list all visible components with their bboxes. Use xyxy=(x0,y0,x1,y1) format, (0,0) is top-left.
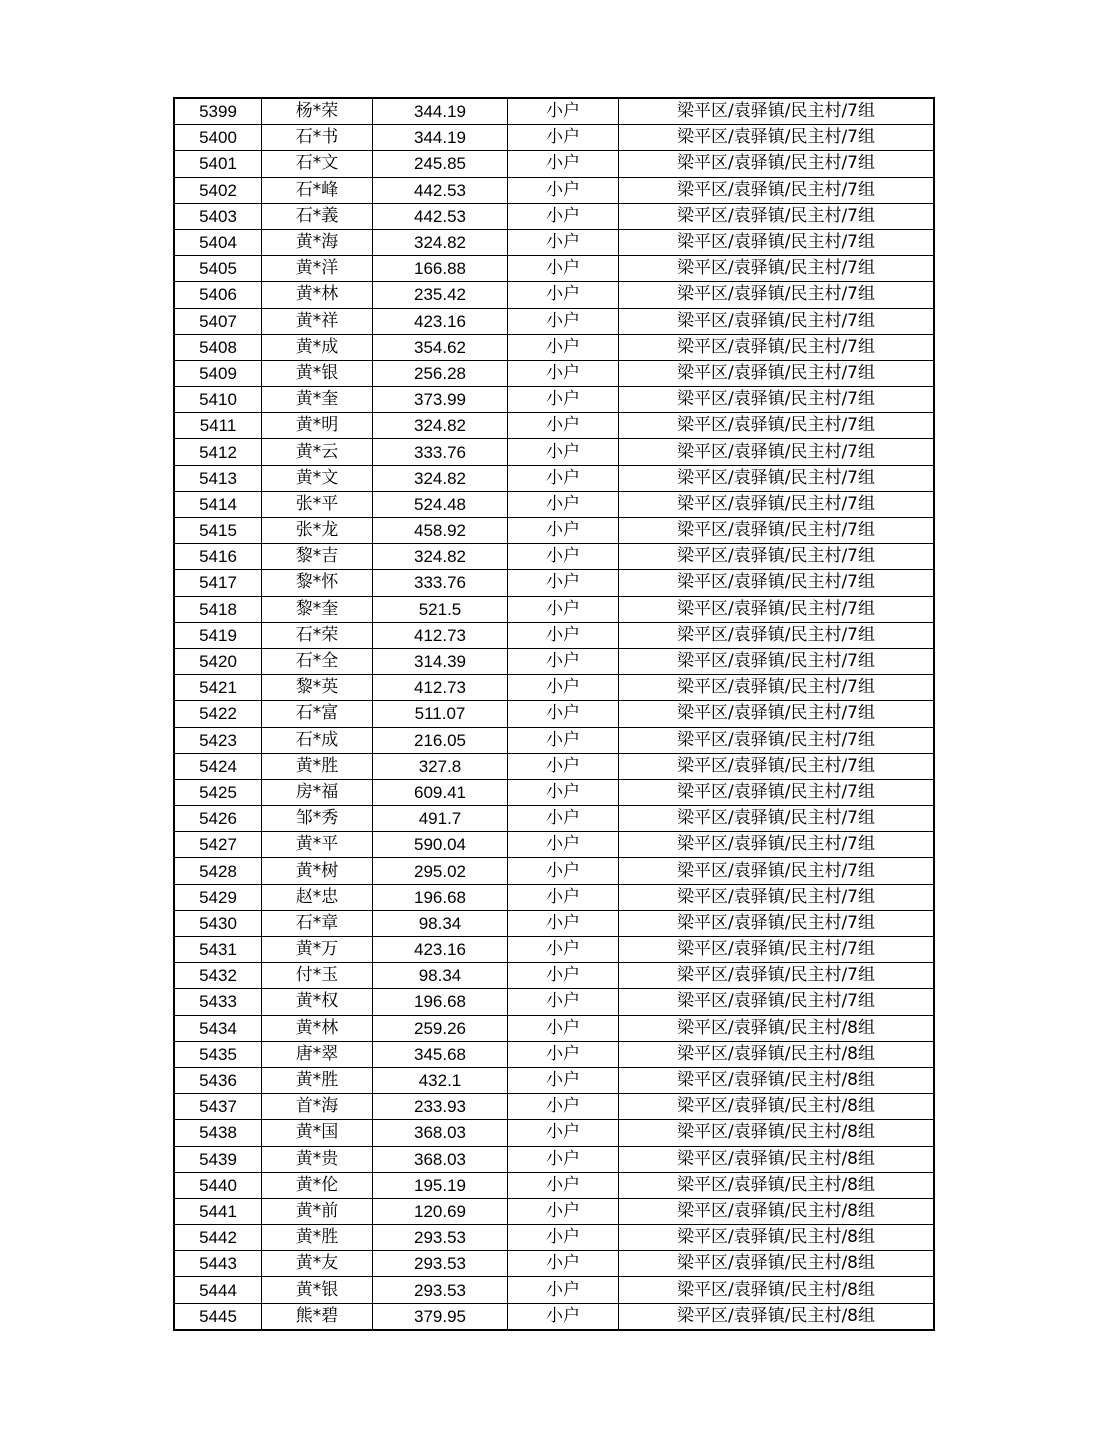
record-type-cell: 小户 xyxy=(508,806,619,832)
table-row xyxy=(174,832,934,858)
record-name-cell: 付*玉 xyxy=(262,963,373,989)
table-row xyxy=(174,963,934,989)
record-address-cell: 梁平区/袁驿镇/民主村/8组 xyxy=(619,1303,935,1330)
record-address-cell: 梁平区/袁驿镇/民主村/7组 xyxy=(619,229,935,255)
record-name-cell: 黄*树 xyxy=(262,858,373,884)
record-area-cell: 324.82 xyxy=(373,465,508,491)
record-name-cell: 黄*林 xyxy=(262,282,373,308)
record-area-cell: 423.16 xyxy=(373,937,508,963)
record-type-cell: 小户 xyxy=(508,125,619,151)
record-name-cell: 黄*万 xyxy=(262,937,373,963)
record-type-cell: 小户 xyxy=(508,1067,619,1093)
record-type-cell: 小户 xyxy=(508,570,619,596)
record-address-cell: 梁平区/袁驿镇/民主村/7组 xyxy=(619,387,935,413)
record-address-cell: 梁平区/袁驿镇/民主村/7组 xyxy=(619,596,935,622)
record-type-cell: 小户 xyxy=(508,1303,619,1330)
record-area-cell: 245.85 xyxy=(373,151,508,177)
record-id-cell: 5430 xyxy=(174,910,262,936)
table-row xyxy=(174,544,934,570)
record-name-cell: 石*峰 xyxy=(262,177,373,203)
record-name-cell: 黄*海 xyxy=(262,229,373,255)
record-address-cell: 梁平区/袁驿镇/民主村/7组 xyxy=(619,675,935,701)
record-id-cell: 5406 xyxy=(174,282,262,308)
record-address-cell: 梁平区/袁驿镇/民主村/7组 xyxy=(619,963,935,989)
record-type-cell: 小户 xyxy=(508,229,619,255)
table-row xyxy=(174,1225,934,1251)
record-address-cell: 梁平区/袁驿镇/民主村/8组 xyxy=(619,1041,935,1067)
record-area-cell: 235.42 xyxy=(373,282,508,308)
record-id-cell: 5400 xyxy=(174,125,262,151)
record-id-cell: 5412 xyxy=(174,439,262,465)
record-id-cell: 5422 xyxy=(174,701,262,727)
table-row xyxy=(174,282,934,308)
record-type-cell: 小户 xyxy=(508,832,619,858)
record-area-cell: 491.7 xyxy=(373,806,508,832)
record-type-cell: 小户 xyxy=(508,413,619,439)
record-type-cell: 小户 xyxy=(508,387,619,413)
table-row xyxy=(174,229,934,255)
record-name-cell: 张*平 xyxy=(262,491,373,517)
record-area-cell: 442.53 xyxy=(373,203,508,229)
record-area-cell: 259.26 xyxy=(373,1015,508,1041)
record-address-cell: 梁平区/袁驿镇/民主村/7组 xyxy=(619,98,935,125)
record-name-cell: 石*书 xyxy=(262,125,373,151)
record-type-cell: 小户 xyxy=(508,465,619,491)
record-area-cell: 216.05 xyxy=(373,727,508,753)
record-area-cell: 295.02 xyxy=(373,858,508,884)
record-name-cell: 黄*前 xyxy=(262,1198,373,1224)
table-row xyxy=(174,1251,934,1277)
record-area-cell: 256.28 xyxy=(373,360,508,386)
record-area-cell: 293.53 xyxy=(373,1225,508,1251)
record-id-cell: 5436 xyxy=(174,1067,262,1093)
records-table-body xyxy=(174,98,934,1330)
record-area-cell: 120.69 xyxy=(373,1198,508,1224)
record-name-cell: 黎*英 xyxy=(262,675,373,701)
record-type-cell: 小户 xyxy=(508,937,619,963)
record-name-cell: 黄*胜 xyxy=(262,1225,373,1251)
record-id-cell: 5420 xyxy=(174,648,262,674)
record-area-cell: 432.1 xyxy=(373,1067,508,1093)
record-area-cell: 521.5 xyxy=(373,596,508,622)
records-table xyxy=(173,97,935,1331)
record-area-cell: 293.53 xyxy=(373,1251,508,1277)
record-id-cell: 5417 xyxy=(174,570,262,596)
record-id-cell: 5433 xyxy=(174,989,262,1015)
record-id-cell: 5431 xyxy=(174,937,262,963)
record-name-cell: 房*福 xyxy=(262,779,373,805)
record-name-cell: 杨*荣 xyxy=(262,98,373,125)
record-address-cell: 梁平区/袁驿镇/民主村/8组 xyxy=(619,1225,935,1251)
record-address-cell: 梁平区/袁驿镇/民主村/8组 xyxy=(619,1146,935,1172)
record-name-cell: 黄*友 xyxy=(262,1251,373,1277)
record-type-cell: 小户 xyxy=(508,1015,619,1041)
record-area-cell: 442.53 xyxy=(373,177,508,203)
record-id-cell: 5432 xyxy=(174,963,262,989)
record-area-cell: 368.03 xyxy=(373,1146,508,1172)
table-row xyxy=(174,1120,934,1146)
record-type-cell: 小户 xyxy=(508,491,619,517)
record-type-cell: 小户 xyxy=(508,648,619,674)
record-area-cell: 314.39 xyxy=(373,648,508,674)
record-name-cell: 黄*林 xyxy=(262,1015,373,1041)
record-type-cell: 小户 xyxy=(508,989,619,1015)
record-address-cell: 梁平区/袁驿镇/民主村/7组 xyxy=(619,989,935,1015)
record-name-cell: 黄*银 xyxy=(262,360,373,386)
record-id-cell: 5416 xyxy=(174,544,262,570)
table-row xyxy=(174,1041,934,1067)
record-name-cell: 石*荣 xyxy=(262,622,373,648)
record-area-cell: 590.04 xyxy=(373,832,508,858)
record-type-cell: 小户 xyxy=(508,518,619,544)
record-area-cell: 412.73 xyxy=(373,622,508,648)
table-row xyxy=(174,1303,934,1330)
record-name-cell: 张*龙 xyxy=(262,518,373,544)
table-row xyxy=(174,1172,934,1198)
record-address-cell: 梁平区/袁驿镇/民主村/7组 xyxy=(619,727,935,753)
record-area-cell: 609.41 xyxy=(373,779,508,805)
record-id-cell: 5435 xyxy=(174,1041,262,1067)
record-name-cell: 赵*忠 xyxy=(262,884,373,910)
record-id-cell: 5438 xyxy=(174,1120,262,1146)
record-name-cell: 石*成 xyxy=(262,727,373,753)
record-area-cell: 458.92 xyxy=(373,518,508,544)
record-area-cell: 166.88 xyxy=(373,256,508,282)
record-address-cell: 梁平区/袁驿镇/民主村/7组 xyxy=(619,910,935,936)
record-area-cell: 344.19 xyxy=(373,98,508,125)
record-type-cell: 小户 xyxy=(508,439,619,465)
record-address-cell: 梁平区/袁驿镇/民主村/7组 xyxy=(619,151,935,177)
record-address-cell: 梁平区/袁驿镇/民主村/7组 xyxy=(619,701,935,727)
table-row xyxy=(174,989,934,1015)
table-row xyxy=(174,806,934,832)
record-id-cell: 5407 xyxy=(174,308,262,334)
record-id-cell: 5411 xyxy=(174,413,262,439)
record-type-cell: 小户 xyxy=(508,779,619,805)
record-id-cell: 5404 xyxy=(174,229,262,255)
record-area-cell: 373.99 xyxy=(373,387,508,413)
record-id-cell: 5419 xyxy=(174,622,262,648)
record-type-cell: 小户 xyxy=(508,98,619,125)
record-id-cell: 5409 xyxy=(174,360,262,386)
record-address-cell: 梁平区/袁驿镇/民主村/7组 xyxy=(619,360,935,386)
record-id-cell: 5429 xyxy=(174,884,262,910)
record-name-cell: 黎*怀 xyxy=(262,570,373,596)
record-name-cell: 黎*吉 xyxy=(262,544,373,570)
table-row xyxy=(174,884,934,910)
table-row xyxy=(174,1198,934,1224)
table-row xyxy=(174,622,934,648)
table-row xyxy=(174,753,934,779)
record-id-cell: 5443 xyxy=(174,1251,262,1277)
record-id-cell: 5445 xyxy=(174,1303,262,1330)
record-area-cell: 98.34 xyxy=(373,910,508,936)
table-row xyxy=(174,203,934,229)
record-id-cell: 5408 xyxy=(174,334,262,360)
record-id-cell: 5437 xyxy=(174,1094,262,1120)
record-area-cell: 423.16 xyxy=(373,308,508,334)
record-area-cell: 324.82 xyxy=(373,544,508,570)
record-type-cell: 小户 xyxy=(508,622,619,648)
record-id-cell: 5402 xyxy=(174,177,262,203)
record-area-cell: 195.19 xyxy=(373,1172,508,1198)
table-row xyxy=(174,308,934,334)
record-address-cell: 梁平区/袁驿镇/民主村/7组 xyxy=(619,937,935,963)
record-id-cell: 5425 xyxy=(174,779,262,805)
table-row xyxy=(174,1094,934,1120)
record-address-cell: 梁平区/袁驿镇/民主村/7组 xyxy=(619,334,935,360)
record-area-cell: 196.68 xyxy=(373,884,508,910)
table-row xyxy=(174,125,934,151)
record-address-cell: 梁平区/袁驿镇/民主村/8组 xyxy=(619,1015,935,1041)
record-name-cell: 黄*伦 xyxy=(262,1172,373,1198)
record-address-cell: 梁平区/袁驿镇/民主村/7组 xyxy=(619,413,935,439)
record-id-cell: 5427 xyxy=(174,832,262,858)
record-address-cell: 梁平区/袁驿镇/民主村/8组 xyxy=(619,1067,935,1093)
record-address-cell: 梁平区/袁驿镇/民主村/8组 xyxy=(619,1198,935,1224)
record-type-cell: 小户 xyxy=(508,308,619,334)
record-area-cell: 368.03 xyxy=(373,1120,508,1146)
record-type-cell: 小户 xyxy=(508,1251,619,1277)
record-address-cell: 梁平区/袁驿镇/民主村/7组 xyxy=(619,203,935,229)
record-area-cell: 327.8 xyxy=(373,753,508,779)
record-type-cell: 小户 xyxy=(508,701,619,727)
record-id-cell: 5410 xyxy=(174,387,262,413)
table-row xyxy=(174,596,934,622)
record-id-cell: 5399 xyxy=(174,98,262,125)
record-id-cell: 5423 xyxy=(174,727,262,753)
record-name-cell: 石*富 xyxy=(262,701,373,727)
record-address-cell: 梁平区/袁驿镇/民主村/8组 xyxy=(619,1172,935,1198)
record-type-cell: 小户 xyxy=(508,203,619,229)
record-name-cell: 黄*奎 xyxy=(262,387,373,413)
record-type-cell: 小户 xyxy=(508,1120,619,1146)
record-name-cell: 黎*奎 xyxy=(262,596,373,622)
record-address-cell: 梁平区/袁驿镇/民主村/7组 xyxy=(619,648,935,674)
table-row xyxy=(174,858,934,884)
record-name-cell: 黄*云 xyxy=(262,439,373,465)
record-name-cell: 石*全 xyxy=(262,648,373,674)
record-area-cell: 354.62 xyxy=(373,334,508,360)
record-type-cell: 小户 xyxy=(508,256,619,282)
record-id-cell: 5401 xyxy=(174,151,262,177)
record-area-cell: 412.73 xyxy=(373,675,508,701)
record-id-cell: 5414 xyxy=(174,491,262,517)
record-type-cell: 小户 xyxy=(508,596,619,622)
record-area-cell: 196.68 xyxy=(373,989,508,1015)
table-row xyxy=(174,1067,934,1093)
record-name-cell: 黄*胜 xyxy=(262,753,373,779)
record-name-cell: 黄*权 xyxy=(262,989,373,1015)
record-address-cell: 梁平区/袁驿镇/民主村/7组 xyxy=(619,858,935,884)
table-row xyxy=(174,413,934,439)
record-name-cell: 熊*碧 xyxy=(262,1303,373,1330)
table-row xyxy=(174,779,934,805)
record-type-cell: 小户 xyxy=(508,1146,619,1172)
record-address-cell: 梁平区/袁驿镇/民主村/7组 xyxy=(619,308,935,334)
record-id-cell: 5403 xyxy=(174,203,262,229)
record-id-cell: 5413 xyxy=(174,465,262,491)
record-type-cell: 小户 xyxy=(508,1225,619,1251)
record-type-cell: 小户 xyxy=(508,151,619,177)
record-name-cell: 石*文 xyxy=(262,151,373,177)
table-row xyxy=(174,256,934,282)
record-name-cell: 黄*国 xyxy=(262,1120,373,1146)
record-type-cell: 小户 xyxy=(508,1277,619,1303)
record-name-cell: 首*海 xyxy=(262,1094,373,1120)
table-row xyxy=(174,387,934,413)
record-type-cell: 小户 xyxy=(508,1094,619,1120)
table-row xyxy=(174,1146,934,1172)
record-type-cell: 小户 xyxy=(508,177,619,203)
record-type-cell: 小户 xyxy=(508,858,619,884)
record-name-cell: 唐*翠 xyxy=(262,1041,373,1067)
record-id-cell: 5424 xyxy=(174,753,262,779)
record-address-cell: 梁平区/袁驿镇/民主村/7组 xyxy=(619,622,935,648)
record-address-cell: 梁平区/袁驿镇/民主村/8组 xyxy=(619,1094,935,1120)
record-address-cell: 梁平区/袁驿镇/民主村/7组 xyxy=(619,884,935,910)
record-name-cell: 黄*成 xyxy=(262,334,373,360)
record-area-cell: 333.76 xyxy=(373,439,508,465)
record-area-cell: 524.48 xyxy=(373,491,508,517)
record-type-cell: 小户 xyxy=(508,1172,619,1198)
record-area-cell: 345.68 xyxy=(373,1041,508,1067)
table-row xyxy=(174,334,934,360)
record-area-cell: 511.07 xyxy=(373,701,508,727)
record-id-cell: 5434 xyxy=(174,1015,262,1041)
record-id-cell: 5440 xyxy=(174,1172,262,1198)
record-type-cell: 小户 xyxy=(508,1041,619,1067)
record-type-cell: 小户 xyxy=(508,282,619,308)
record-address-cell: 梁平区/袁驿镇/民主村/7组 xyxy=(619,177,935,203)
table-row xyxy=(174,910,934,936)
record-name-cell: 石*章 xyxy=(262,910,373,936)
record-name-cell: 黄*祥 xyxy=(262,308,373,334)
record-address-cell: 梁平区/袁驿镇/民主村/7组 xyxy=(619,544,935,570)
record-area-cell: 379.95 xyxy=(373,1303,508,1330)
record-address-cell: 梁平区/袁驿镇/民主村/7组 xyxy=(619,439,935,465)
table-row xyxy=(174,439,934,465)
record-area-cell: 333.76 xyxy=(373,570,508,596)
record-id-cell: 5421 xyxy=(174,675,262,701)
record-address-cell: 梁平区/袁驿镇/民主村/7组 xyxy=(619,465,935,491)
record-area-cell: 293.53 xyxy=(373,1277,508,1303)
table-row xyxy=(174,675,934,701)
record-id-cell: 5405 xyxy=(174,256,262,282)
record-type-cell: 小户 xyxy=(508,675,619,701)
table-row xyxy=(174,937,934,963)
record-address-cell: 梁平区/袁驿镇/民主村/8组 xyxy=(619,1277,935,1303)
record-type-cell: 小户 xyxy=(508,963,619,989)
record-address-cell: 梁平区/袁驿镇/民主村/7组 xyxy=(619,779,935,805)
table-row xyxy=(174,727,934,753)
record-id-cell: 5441 xyxy=(174,1198,262,1224)
record-address-cell: 梁平区/袁驿镇/民主村/7组 xyxy=(619,125,935,151)
record-type-cell: 小户 xyxy=(508,1198,619,1224)
table-row xyxy=(174,491,934,517)
table-row xyxy=(174,570,934,596)
record-area-cell: 324.82 xyxy=(373,229,508,255)
record-area-cell: 233.93 xyxy=(373,1094,508,1120)
table-row xyxy=(174,360,934,386)
record-address-cell: 梁平区/袁驿镇/民主村/7组 xyxy=(619,806,935,832)
record-name-cell: 黄*明 xyxy=(262,413,373,439)
record-name-cell: 黄*洋 xyxy=(262,256,373,282)
record-id-cell: 5426 xyxy=(174,806,262,832)
record-name-cell: 黄*平 xyxy=(262,832,373,858)
record-id-cell: 5418 xyxy=(174,596,262,622)
record-name-cell: 黄*银 xyxy=(262,1277,373,1303)
record-id-cell: 5439 xyxy=(174,1146,262,1172)
table-row xyxy=(174,1277,934,1303)
record-address-cell: 梁平区/袁驿镇/民主村/7组 xyxy=(619,282,935,308)
record-type-cell: 小户 xyxy=(508,910,619,936)
record-id-cell: 5415 xyxy=(174,518,262,544)
record-name-cell: 黄*文 xyxy=(262,465,373,491)
record-address-cell: 梁平区/袁驿镇/民主村/7组 xyxy=(619,256,935,282)
table-row xyxy=(174,177,934,203)
record-id-cell: 5442 xyxy=(174,1225,262,1251)
record-type-cell: 小户 xyxy=(508,544,619,570)
record-name-cell: 黄*贵 xyxy=(262,1146,373,1172)
table-row xyxy=(174,1015,934,1041)
table-row xyxy=(174,701,934,727)
table-row xyxy=(174,648,934,674)
record-address-cell: 梁平区/袁驿镇/民主村/8组 xyxy=(619,1251,935,1277)
record-address-cell: 梁平区/袁驿镇/民主村/7组 xyxy=(619,570,935,596)
record-area-cell: 344.19 xyxy=(373,125,508,151)
record-address-cell: 梁平区/袁驿镇/民主村/7组 xyxy=(619,518,935,544)
record-address-cell: 梁平区/袁驿镇/民主村/7组 xyxy=(619,753,935,779)
table-row xyxy=(174,98,934,125)
record-area-cell: 98.34 xyxy=(373,963,508,989)
record-address-cell: 梁平区/袁驿镇/民主村/7组 xyxy=(619,832,935,858)
record-type-cell: 小户 xyxy=(508,884,619,910)
record-address-cell: 梁平区/袁驿镇/民主村/8组 xyxy=(619,1120,935,1146)
record-area-cell: 324.82 xyxy=(373,413,508,439)
table-row xyxy=(174,151,934,177)
record-type-cell: 小户 xyxy=(508,727,619,753)
record-name-cell: 石*義 xyxy=(262,203,373,229)
table-row xyxy=(174,518,934,544)
record-name-cell: 邹*秀 xyxy=(262,806,373,832)
table-row xyxy=(174,465,934,491)
record-type-cell: 小户 xyxy=(508,753,619,779)
record-id-cell: 5444 xyxy=(174,1277,262,1303)
record-address-cell: 梁平区/袁驿镇/民主村/7组 xyxy=(619,491,935,517)
record-name-cell: 黄*胜 xyxy=(262,1067,373,1093)
record-type-cell: 小户 xyxy=(508,334,619,360)
record-id-cell: 5428 xyxy=(174,858,262,884)
record-type-cell: 小户 xyxy=(508,360,619,386)
